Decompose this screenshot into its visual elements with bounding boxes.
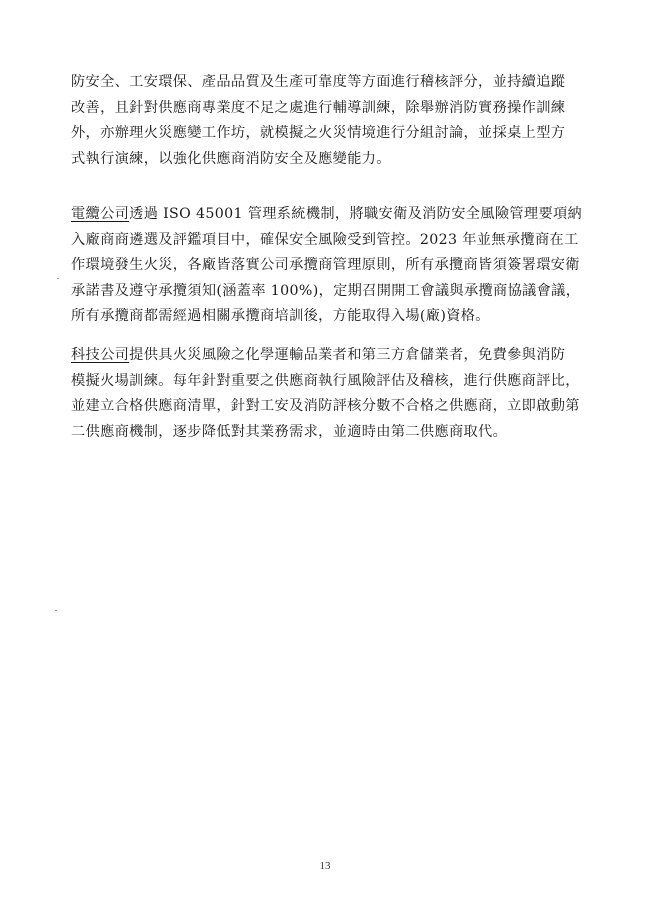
paragraph-line: 防安全、工安環保、產品品質及生產可靠度等方面進行稽核評分，並持續追蹤 [71,74,566,90]
scan-speck [55,610,57,611]
paragraph-line: 承諾書及遵守承攬須知(涵蓋率 100%)，定期召開開工會議與承攬商協議會議， [71,282,581,299]
paragraph-line: 二供應商機制，逐步降低對其業務需求，並適時由第二供應商取代。 [71,423,508,440]
paragraph-line: 所有承攬商都需經過相關承攬商培訓後，方能取得入場(廠)資格。 [71,308,490,324]
company-name-cable: 電纜公司 [71,206,130,222]
paragraph-cable-company [71,202,591,330]
paragraph-line: 改善，且針對供應商專業度不足之處進行輔導訓練，除舉辦消防實務操作訓練 [71,99,566,116]
page-number: 13 [319,860,331,872]
paragraph-line: 式執行演練，以強化供應商消防安全及應變能力。 [71,150,391,167]
paragraph-line [71,343,591,369]
paragraph-line-text: 提供具火災風險之化學運輸品業者和第三方倉儲業者，免費參與消防 [129,347,566,363]
scan-speck [57,278,59,279]
paragraph-line: 模擬火場訓練。每年針對重要之供應商執行風險評估及稽核，進行供應商評比， [71,372,580,389]
company-name-technology: 科技公司 [71,347,130,363]
paragraph-line: 入廠商商遴選及評鑑項目中，確保安全風險受到管控。2023 年並無承攬商在工 [71,231,579,248]
paragraph-line [71,202,591,228]
paragraph-technology-company [71,343,591,445]
paragraph-fire-safety-audit [71,70,591,172]
paragraph-line: 作環境發生火災，各廠皆落實公司承攬商管理原則，所有承攬商皆須簽署環安衛 [71,257,580,273]
paragraph-line: 並建立合格供應商清單，針對工安及消防評核分數不合格之供應商，立即啟動第 [71,398,580,414]
paragraph-line: 外，亦辦理火災應變工作坊，就模擬之火災情境進行分組討論，並採桌上型方 [71,125,566,141]
paragraph-line-text: 透過 ISO 45001 管理系統機制，將職安衛及消防安全風險管理要項納 [129,206,583,222]
